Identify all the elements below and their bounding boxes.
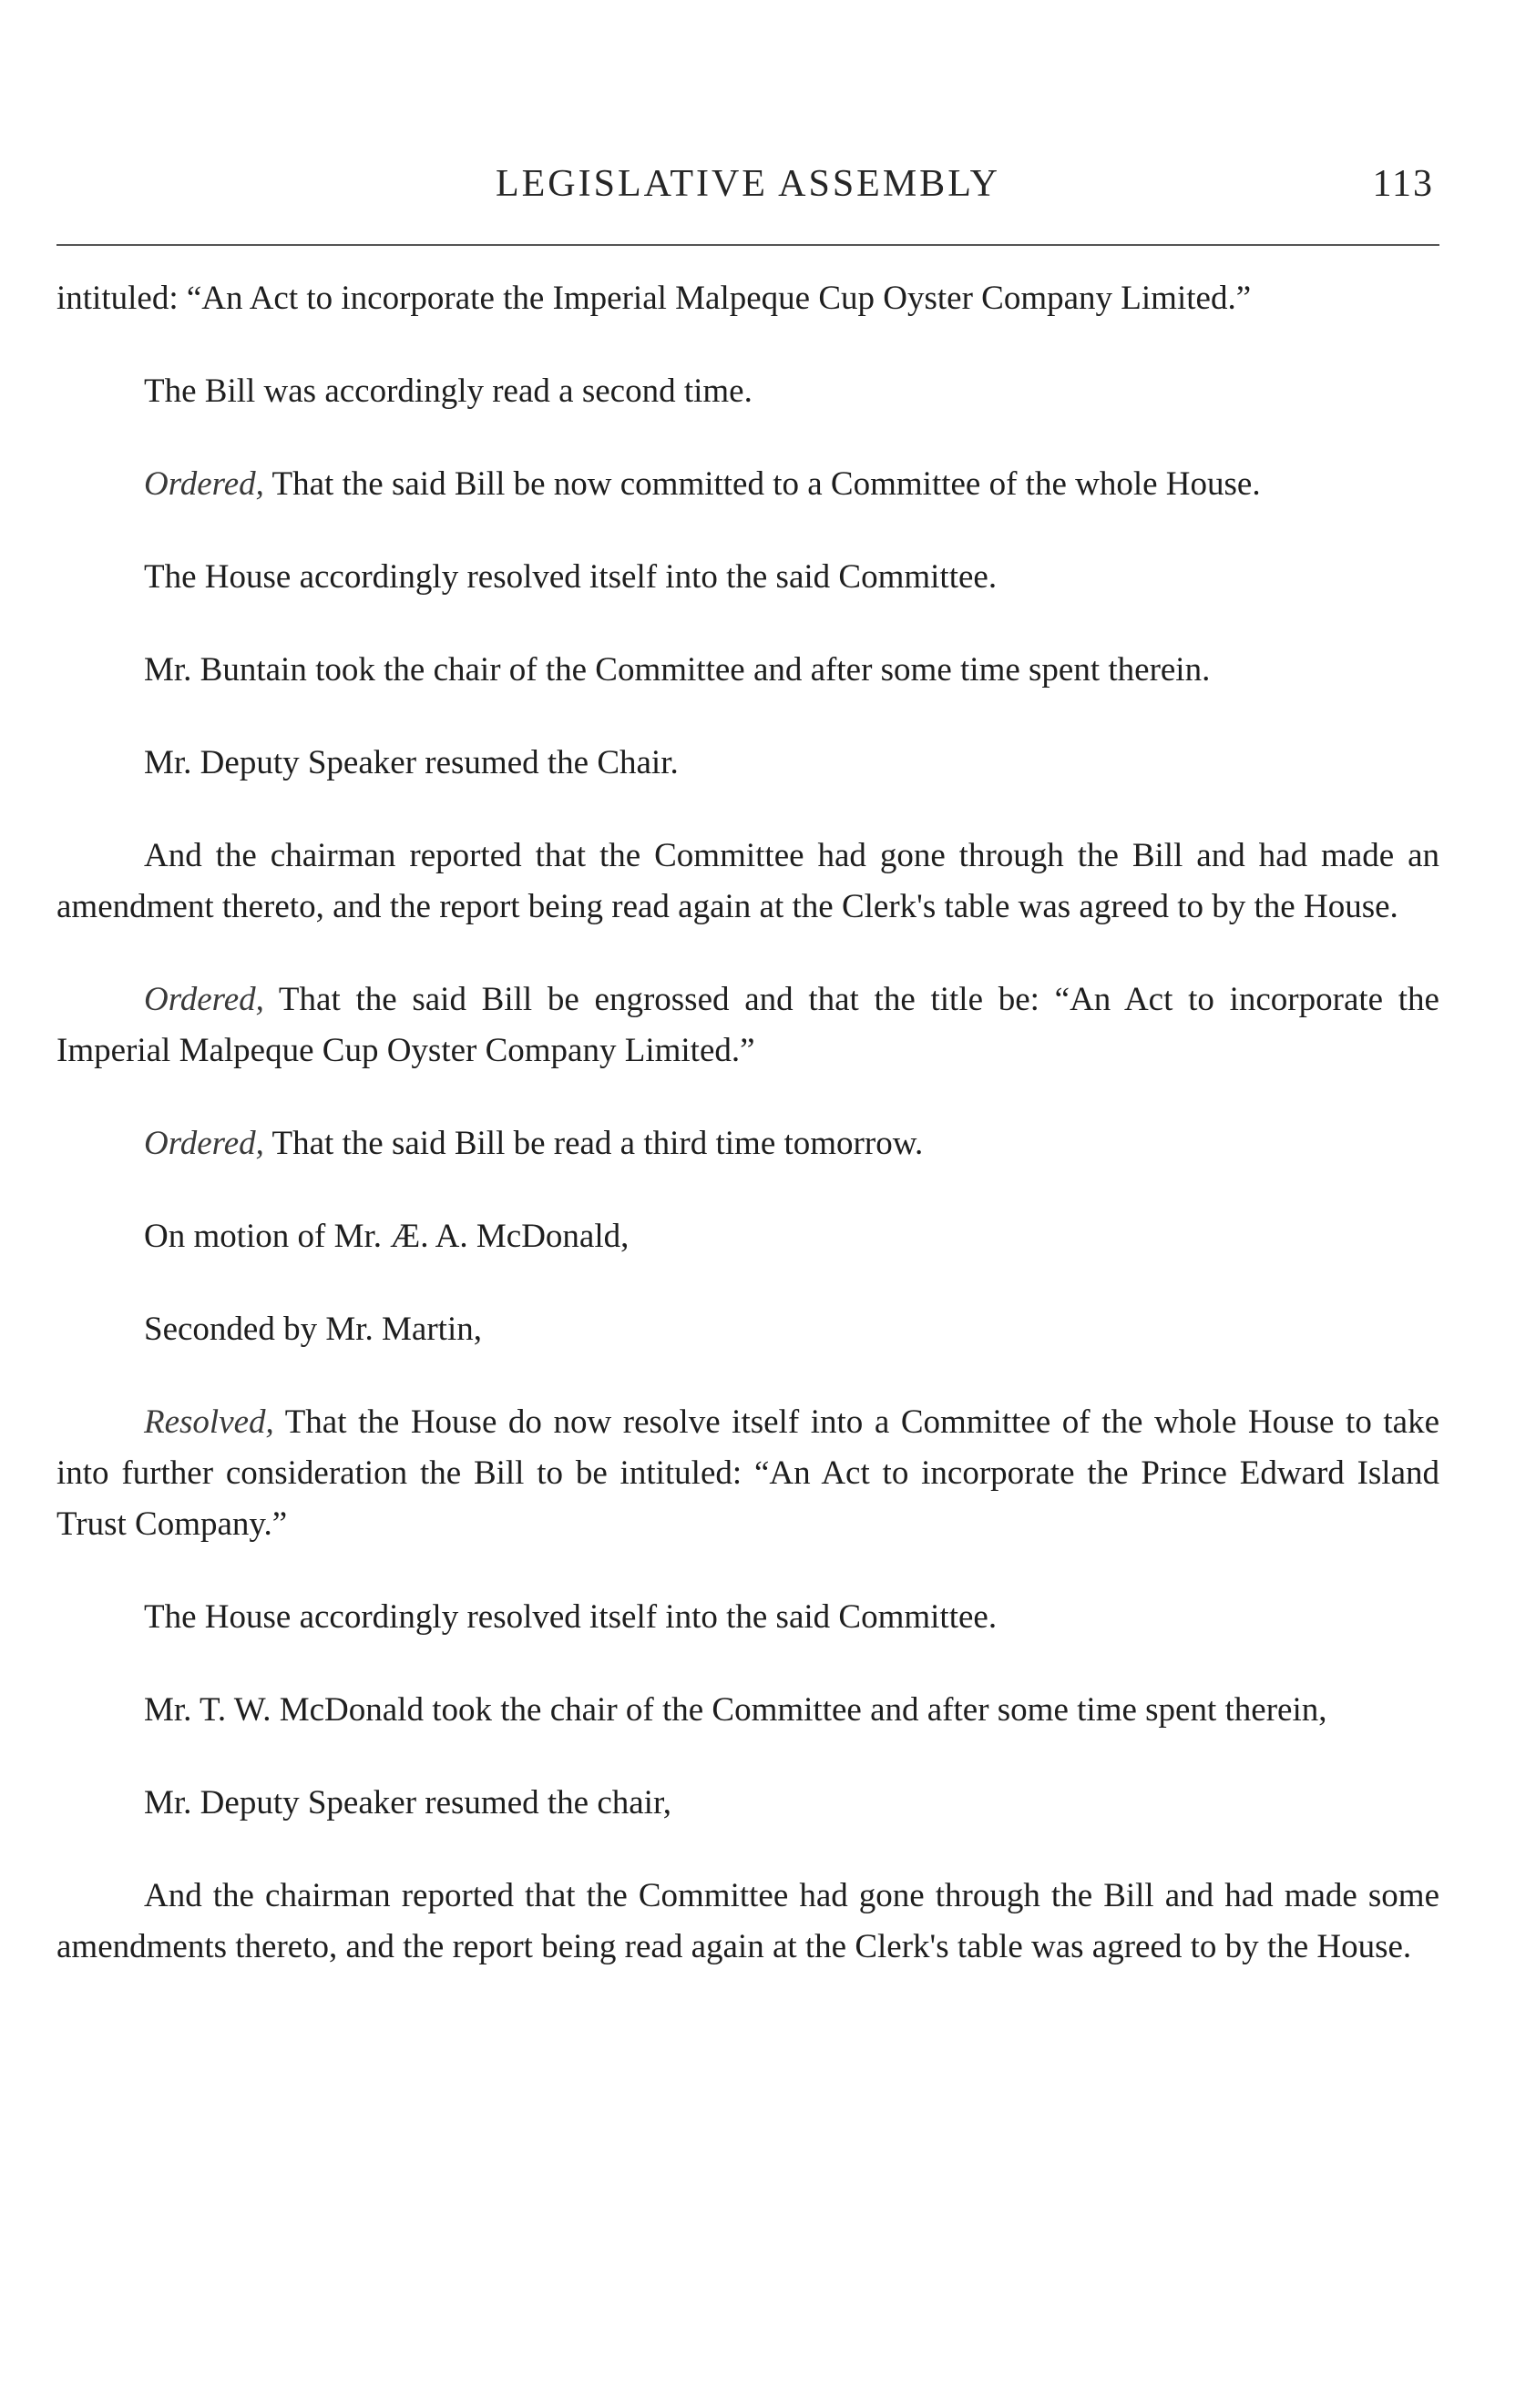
paragraph-text: That the said Bill be engrossed and that the title be: “An Act to incorporate the Imperial Malpeque Cup Oyster Company Limited.” (56, 981, 1439, 1069)
paragraph (56, 459, 1439, 510)
paragraph-text: And the chairman reported that the Committee had gone through the Bill and had made an amendment thereto, and the report being read again at the Clerk's table was agreed to by the House. (56, 837, 1439, 925)
paragraph (56, 1304, 1439, 1355)
header-rule (56, 244, 1439, 246)
paragraph-text: Seconded by Mr. Martin, (144, 1311, 482, 1348)
paragraph-text: Mr. Deputy Speaker resumed the chair, (144, 1784, 672, 1821)
paragraph-text: intituled: “An Act to incorporate the Imperial Malpeque Cup Oyster Company Limited.” (56, 280, 1252, 317)
paragraph-text: The House accordingly resolved itself into the said Committee. (144, 1598, 998, 1636)
paragraph-text: On motion of Mr. Æ. A. McDonald, (144, 1218, 630, 1255)
paragraph (56, 738, 1439, 789)
paragraph (56, 645, 1439, 696)
paragraph (56, 366, 1439, 417)
paragraph-lead: Ordered, (144, 465, 264, 503)
body-text (56, 273, 1439, 1973)
paragraph (56, 273, 1439, 324)
page-number: 113 (1372, 163, 1434, 205)
paragraph-text: That the said Bill be now committed to a Committee of the whole House. (271, 465, 1261, 503)
paragraph (56, 1118, 1439, 1169)
paragraph (56, 1592, 1439, 1643)
paragraph-lead: Ordered, (144, 1125, 264, 1162)
paragraph (56, 1397, 1439, 1550)
paragraph (56, 1685, 1439, 1736)
paragraph-text: Mr. T. W. McDonald took the chair of the Committee and after some time spent therein, (144, 1691, 1327, 1729)
running-head: LEGISLATIVE ASSEMBLY (496, 163, 1000, 205)
paragraph (56, 552, 1439, 603)
paragraph-lead: Resolved, (144, 1403, 274, 1441)
paragraph (56, 1211, 1439, 1262)
page-header (56, 162, 1439, 213)
paragraph (56, 831, 1439, 933)
paragraph-text: Mr. Deputy Speaker resumed the Chair. (144, 744, 679, 781)
paragraph-lead: Ordered, (144, 981, 264, 1018)
paragraph (56, 1778, 1439, 1829)
paragraph-text: The House accordingly resolved itself into the said Committee. (144, 558, 998, 596)
paragraph (56, 974, 1439, 1076)
paragraph-text: That the House do now resolve itself into a Committee of the whole House to take into further consideration the Bill to be intituled: “An Act to incorporate the Prince Edward Island Trust Company.” (56, 1403, 1440, 1543)
paragraph-text: And the chairman reported that the Committee had gone through the Bill and had made some amendments thereto, and the report being read again at the Clerk's table was agreed to by the House. (56, 1877, 1439, 1965)
paragraph (56, 1871, 1439, 1973)
paragraph-text: That the said Bill be read a third time tomorrow. (271, 1125, 924, 1162)
paragraph-text: The Bill was accordingly read a second time. (144, 372, 753, 410)
paragraph-text: Mr. Buntain took the chair of the Committee and after some time spent therein. (144, 651, 1211, 689)
